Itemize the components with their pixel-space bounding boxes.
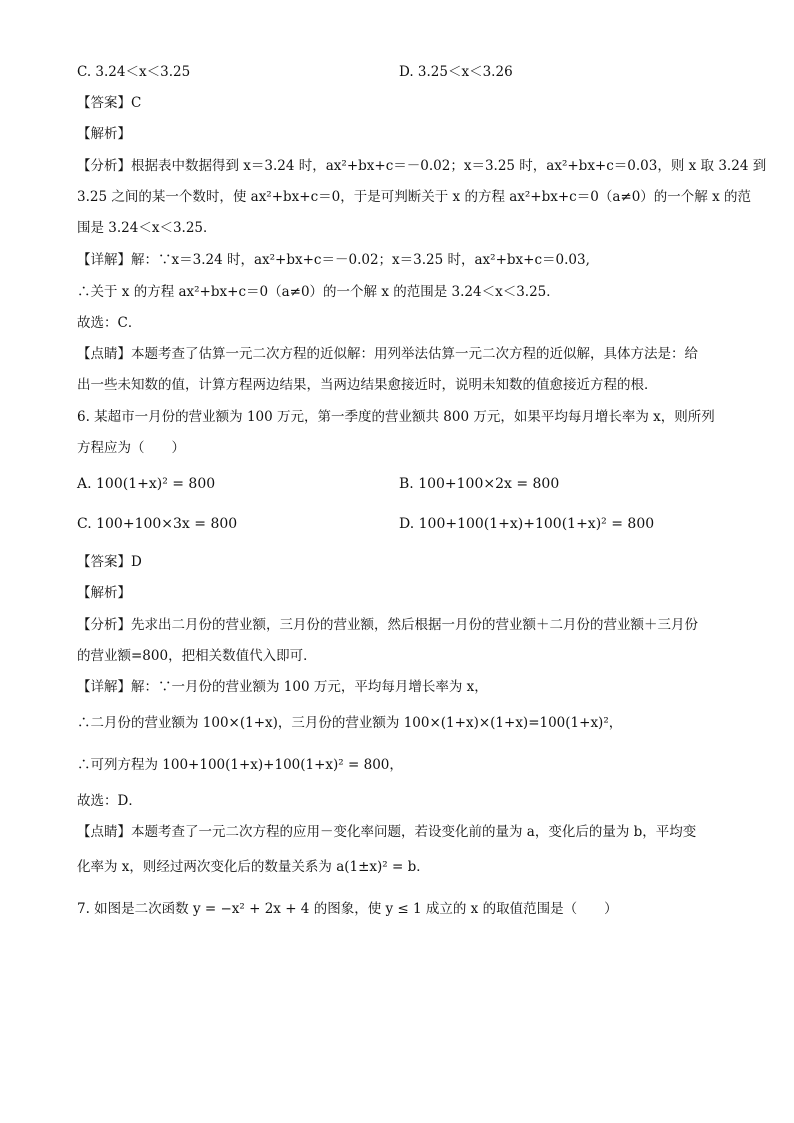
q5-analysis-line-1: 【分析】根据表中数据得到 x＝3.24 时，ax²+bx+c＝－0.02；x＝3.25 时，ax²+bx+c＝0.03，则 x 取 3.24 到 <box>77 158 767 174</box>
q6-stem-line-1: 6. 某超市一月份的营业额为 100 万元，第一季度的营业额共 800 万元，如果平均每月增长率为 x，则所列 <box>77 409 715 425</box>
q6-analysis-heading: 【解析】 <box>77 585 131 601</box>
q5-detail-line-1: 【详解】解：∵x＝3.24 时，ax²+bx+c＝－0.02；x＝3.25 时，ax²+bx+c＝0.03, <box>77 252 590 268</box>
q5-choose: 故选：C． <box>77 315 142 331</box>
q6-detail-line-2: ∴二月份的营业额为 100×(1+x)，三月份的营业额为 100×(1+x)×(1+x)=100(1+x)²， <box>77 715 623 731</box>
q5-option-c: C. 3.24＜x＜3.25 <box>77 64 191 80</box>
q7-stem: 7. 如图是二次函数 y = −x² + 2x + 4 的图象，使 y ≤ 1 成立的 x 的取值范围是（ ） <box>77 901 618 917</box>
q6-comment-line-2: 化率为 x，则经过两次变化后的数量关系为 a(1±x)² = b． <box>77 859 430 875</box>
q6-option-d: D. 100+100(1+x)+100(1+x)² = 800 <box>399 516 655 532</box>
q6-stem-line-2: 方程应为（ ） <box>77 440 185 456</box>
q5-comment-line-1: 【点睛】本题考查了估算一元二次方程的近似解：用列举法估算一元二次方程的近似解，具体方法是：给 <box>77 346 698 362</box>
q6-option-b: B. 100+100×2x = 800 <box>399 476 560 492</box>
q6-option-c: C. 100+100×3x = 800 <box>77 516 238 532</box>
q6-analysis-line-2: 的营业额=800，把相关数值代入即可． <box>77 648 317 664</box>
q6-detail-line-3: ∴可列方程为 100+100(1+x)+100(1+x)² = 800， <box>77 757 403 773</box>
q6-comment-line-1: 【点睛】本题考查了一元二次方程的应用－变化率问题，若设变化前的量为 a，变化后的量为 b，平均变 <box>77 824 697 840</box>
q6-option-a: A. 100(1+x)² = 800 <box>77 476 216 492</box>
q5-answer: 【答案】C <box>77 95 142 111</box>
q5-option-d: D. 3.25＜x＜3.26 <box>399 64 513 80</box>
q5-comment-line-2: 出一些未知数的值，计算方程两边结果，当两边结果愈接近时，说明未知数的值愈接近方程的根． <box>77 377 658 393</box>
q5-analysis-heading: 【解析】 <box>77 126 131 142</box>
q6-analysis-line-1: 【分析】先求出二月份的营业额，三月份的营业额，然后根据一月份的营业额＋二月份的营业额＋三月份 <box>77 617 698 633</box>
q5-analysis-line-2: 3.25 之间的某一个数时，使 ax²+bx+c＝0，于是可判断关于 x 的方程 ax²+bx+c＝0（a≠0）的一个解 x 的范 <box>77 189 751 205</box>
q6-choose: 故选：D． <box>77 793 142 809</box>
q5-detail-line-2: ∴关于 x 的方程 ax²+bx+c＝0（a≠0）的一个解 x 的范围是 3.24＜x＜3.25． <box>77 284 560 300</box>
q6-answer: 【答案】D <box>77 554 142 570</box>
q5-analysis-line-3: 围是 3.24＜x＜3.25． <box>77 220 217 236</box>
q6-detail-line-1: 【详解】解：∵一月份的营业额为 100 万元，平均每月增长率为 x， <box>77 679 488 695</box>
